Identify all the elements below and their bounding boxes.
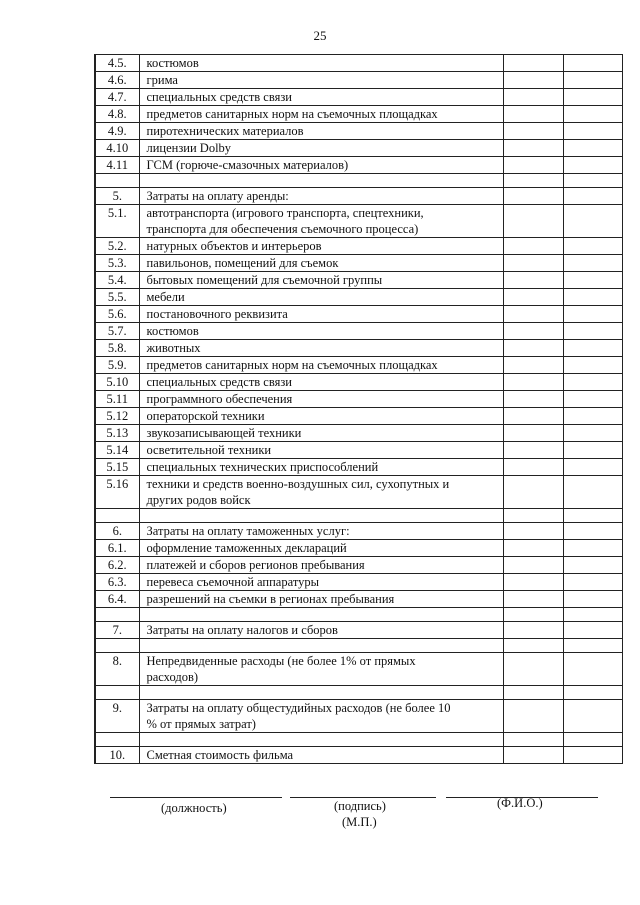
item-number-cell: 4.11	[95, 157, 139, 174]
amount-cell	[563, 639, 622, 653]
item-description-cell	[139, 442, 503, 459]
amount-cell	[563, 255, 622, 272]
item-number-cell: 5.6.	[95, 306, 139, 323]
item-description-cell	[139, 408, 503, 425]
amount-cell	[563, 391, 622, 408]
item-description-line: ГСМ (горюче-смазочных материалов)	[146, 158, 349, 172]
item-description-line: оформление таможенных деклараций	[146, 541, 347, 555]
amount-cell	[503, 72, 563, 89]
amount-cell	[563, 157, 622, 174]
item-description-cell	[139, 340, 503, 357]
item-description-line: пиротехнических материалов	[146, 124, 304, 138]
table-spacer-row	[95, 686, 622, 700]
item-description-line: % от прямых затрат)	[146, 717, 256, 731]
item-description-cell	[139, 509, 503, 523]
amount-cell	[563, 747, 622, 764]
table-spacer-row	[95, 608, 622, 622]
table-row	[95, 238, 622, 255]
item-number-cell: 6.4.	[95, 591, 139, 608]
item-description-line: натурных объектов и интерьеров	[146, 239, 322, 253]
budget-table	[94, 54, 623, 764]
item-description-line: специальных технических приспособлений	[146, 460, 379, 474]
item-description-line: специальных средств связи	[146, 90, 292, 104]
amount-cell	[563, 653, 622, 686]
item-description-cell	[139, 557, 503, 574]
item-description-cell	[139, 700, 503, 733]
item-description-cell	[139, 639, 503, 653]
item-description-line: предметов санитарных норм на съемочных площадках	[146, 107, 438, 121]
item-number-cell: 6.3.	[95, 574, 139, 591]
item-number-cell	[95, 509, 139, 523]
amount-cell	[563, 123, 622, 140]
item-description-cell	[139, 306, 503, 323]
item-number-cell: 8.	[95, 653, 139, 686]
table-row	[95, 442, 622, 459]
item-description-cell	[139, 188, 503, 205]
table-row	[95, 425, 622, 442]
signature-label: (подпись)	[334, 799, 386, 813]
item-number-cell: 6.1.	[95, 540, 139, 557]
amount-cell	[503, 686, 563, 700]
table-row	[95, 306, 622, 323]
item-number-cell: 6.2.	[95, 557, 139, 574]
item-number-cell: 5.13	[95, 425, 139, 442]
table-row	[95, 540, 622, 557]
item-description-line: платежей и сборов регионов пребывания	[146, 558, 365, 572]
item-description-line: павильонов, помещений для съемок	[146, 256, 339, 270]
item-number-cell: 5.14	[95, 442, 139, 459]
table-row	[95, 523, 622, 540]
item-description-cell	[139, 686, 503, 700]
amount-cell	[503, 425, 563, 442]
table-row	[95, 459, 622, 476]
amount-cell	[563, 289, 622, 306]
item-description-line: осветительной техники	[146, 443, 272, 457]
amount-cell	[563, 622, 622, 639]
amount-cell	[563, 140, 622, 157]
position-label: (должность)	[161, 801, 227, 815]
item-number-cell: 5.12	[95, 408, 139, 425]
item-description-cell	[139, 255, 503, 272]
amount-cell	[503, 188, 563, 205]
item-number-cell	[95, 733, 139, 747]
amount-cell	[503, 442, 563, 459]
table-row	[95, 574, 622, 591]
table-spacer-row	[95, 639, 622, 653]
item-description-line: лицензии Dolby	[146, 141, 232, 155]
amount-cell	[503, 747, 563, 764]
amount-cell	[503, 591, 563, 608]
amount-cell	[563, 557, 622, 574]
amount-cell	[503, 89, 563, 106]
amount-cell	[503, 700, 563, 733]
amount-cell	[503, 123, 563, 140]
table-row	[95, 476, 622, 509]
item-description-line: автотранспорта (игрового транспорта, спецтехники,	[146, 206, 424, 220]
amount-cell	[503, 391, 563, 408]
item-number-cell: 5.11	[95, 391, 139, 408]
item-description-line: операторской техники	[146, 409, 265, 423]
item-description-cell	[139, 608, 503, 622]
amount-cell	[563, 442, 622, 459]
amount-cell	[563, 323, 622, 340]
amount-cell	[503, 157, 563, 174]
amount-cell	[503, 306, 563, 323]
amount-cell	[503, 476, 563, 509]
item-description-cell	[139, 123, 503, 140]
table-row	[95, 272, 622, 289]
item-description-line: специальных средств связи	[146, 375, 292, 389]
table-row	[95, 89, 622, 106]
item-number-cell: 7.	[95, 622, 139, 639]
amount-cell	[563, 509, 622, 523]
item-description-line: Непредвиденные расходы (не более 1% от прямых	[146, 654, 416, 668]
table-row	[95, 289, 622, 306]
item-number-cell: 10.	[95, 747, 139, 764]
amount-cell	[503, 733, 563, 747]
amount-cell	[563, 72, 622, 89]
item-description-cell	[139, 374, 503, 391]
item-description-line: разрешений на съемки в регионах пребывания	[146, 592, 395, 606]
amount-cell	[563, 425, 622, 442]
table-row	[95, 323, 622, 340]
amount-cell	[503, 622, 563, 639]
amount-cell	[563, 476, 622, 509]
item-description-cell	[139, 157, 503, 174]
item-description-cell	[139, 174, 503, 188]
amount-cell	[503, 459, 563, 476]
table-row	[95, 557, 622, 574]
item-description-cell	[139, 391, 503, 408]
amount-cell	[563, 408, 622, 425]
item-number-cell	[95, 174, 139, 188]
item-description-cell	[139, 653, 503, 686]
amount-cell	[503, 255, 563, 272]
item-description-line: программного обеспечения	[146, 392, 293, 406]
item-number-cell: 5.4.	[95, 272, 139, 289]
table-row	[95, 357, 622, 374]
signature-line	[290, 797, 436, 798]
item-description-cell	[139, 238, 503, 255]
amount-cell	[503, 323, 563, 340]
item-number-cell: 5.5.	[95, 289, 139, 306]
amount-cell	[563, 574, 622, 591]
table-row	[95, 340, 622, 357]
table-row	[95, 622, 622, 639]
item-number-cell: 5.15	[95, 459, 139, 476]
amount-cell	[503, 523, 563, 540]
table-row	[95, 205, 622, 238]
amount-cell	[503, 340, 563, 357]
item-description-line: звукозаписывающей техники	[146, 426, 302, 440]
amount-cell	[563, 608, 622, 622]
position-signature-line	[110, 797, 282, 798]
item-description-cell	[139, 747, 503, 764]
amount-cell	[563, 306, 622, 323]
item-description-line: предметов санитарных норм на съемочных площадках	[146, 358, 438, 372]
table-row	[95, 591, 622, 608]
table-row	[95, 653, 622, 686]
table-row	[95, 140, 622, 157]
item-description-line: Сметная стоимость фильма	[146, 748, 294, 762]
item-number-cell: 4.5.	[95, 55, 139, 72]
amount-cell	[503, 608, 563, 622]
name-label: (Ф.И.О.)	[497, 796, 543, 810]
stamp-label: (М.П.)	[342, 815, 377, 829]
item-description-line: транспорта для обеспечения съемочного процесса)	[146, 222, 419, 236]
table-row	[95, 374, 622, 391]
item-number-cell: 5.7.	[95, 323, 139, 340]
item-description-line: техники и средств военно-воздушных сил, сухопутных и	[146, 477, 450, 491]
item-number-cell: 5.1.	[95, 205, 139, 238]
amount-cell	[563, 700, 622, 733]
amount-cell	[563, 55, 622, 72]
amount-cell	[503, 55, 563, 72]
item-description-line: перевеса съемочной аппаратуры	[146, 575, 320, 589]
table-row	[95, 123, 622, 140]
amount-cell	[563, 733, 622, 747]
amount-cell	[503, 374, 563, 391]
item-description-line: мебели	[146, 290, 185, 304]
item-number-cell: 4.10	[95, 140, 139, 157]
amount-cell	[563, 591, 622, 608]
item-description-line: Затраты на оплату таможенных услуг:	[146, 524, 350, 538]
table-row	[95, 188, 622, 205]
item-description-cell	[139, 357, 503, 374]
amount-cell	[503, 357, 563, 374]
amount-cell	[503, 289, 563, 306]
item-description-line: расходов)	[146, 670, 199, 684]
amount-cell	[503, 639, 563, 653]
item-description-cell	[139, 733, 503, 747]
amount-cell	[563, 523, 622, 540]
item-description-cell	[139, 459, 503, 476]
item-description-line: постановочного реквизита	[146, 307, 288, 321]
amount-cell	[503, 140, 563, 157]
item-number-cell: 4.6.	[95, 72, 139, 89]
amount-cell	[563, 272, 622, 289]
item-number-cell	[95, 686, 139, 700]
item-description-cell	[139, 476, 503, 509]
amount-cell	[563, 188, 622, 205]
amount-cell	[503, 557, 563, 574]
item-description-cell	[139, 272, 503, 289]
item-number-cell: 5.2.	[95, 238, 139, 255]
table-spacer-row	[95, 733, 622, 747]
amount-cell	[563, 540, 622, 557]
table-row	[95, 72, 622, 89]
item-description-line: Затраты на оплату налогов и сборов	[146, 623, 338, 637]
item-description-line: Затраты на оплату аренды:	[146, 189, 289, 203]
item-number-cell: 9.	[95, 700, 139, 733]
item-number-cell	[95, 639, 139, 653]
item-number-cell: 5.3.	[95, 255, 139, 272]
amount-cell	[503, 106, 563, 123]
table-row	[95, 157, 622, 174]
item-number-cell: 5.9.	[95, 357, 139, 374]
item-description-line: животных	[146, 341, 201, 355]
table-row	[95, 106, 622, 123]
item-number-cell: 5.10	[95, 374, 139, 391]
item-description-cell	[139, 140, 503, 157]
amount-cell	[563, 686, 622, 700]
item-description-cell	[139, 591, 503, 608]
amount-cell	[563, 357, 622, 374]
table-spacer-row	[95, 509, 622, 523]
amount-cell	[503, 238, 563, 255]
amount-cell	[503, 272, 563, 289]
page-number: 25	[313, 28, 327, 43]
amount-cell	[503, 540, 563, 557]
item-description-line: Затраты на оплату общестудийных расходов (не более 10	[146, 701, 451, 715]
item-number-cell	[95, 608, 139, 622]
amount-cell	[563, 459, 622, 476]
item-description-line: грима	[146, 73, 178, 87]
item-description-line: костюмов	[146, 56, 199, 70]
table-row	[95, 391, 622, 408]
amount-cell	[563, 340, 622, 357]
amount-cell	[503, 574, 563, 591]
amount-cell	[563, 205, 622, 238]
amount-cell	[503, 205, 563, 238]
amount-cell	[503, 509, 563, 523]
item-number-cell: 5.8.	[95, 340, 139, 357]
amount-cell	[563, 89, 622, 106]
amount-cell	[563, 374, 622, 391]
item-description-cell	[139, 72, 503, 89]
item-number-cell: 5.	[95, 188, 139, 205]
item-description-line: других родов войск	[146, 493, 251, 507]
item-description-cell	[139, 205, 503, 238]
item-description-cell	[139, 622, 503, 639]
item-description-cell	[139, 574, 503, 591]
item-description-line: бытовых помещений для съемочной группы	[146, 273, 383, 287]
table-row	[95, 408, 622, 425]
item-description-cell	[139, 523, 503, 540]
item-description-cell	[139, 425, 503, 442]
amount-cell	[503, 174, 563, 188]
amount-cell	[503, 408, 563, 425]
item-number-cell: 4.9.	[95, 123, 139, 140]
item-description-cell	[139, 89, 503, 106]
item-description-cell	[139, 106, 503, 123]
amount-cell	[563, 106, 622, 123]
item-number-cell: 5.16	[95, 476, 139, 509]
amount-cell	[563, 238, 622, 255]
table-row	[95, 700, 622, 733]
item-number-cell: 6.	[95, 523, 139, 540]
table-row	[95, 55, 622, 72]
table-spacer-row	[95, 174, 622, 188]
table-row	[95, 255, 622, 272]
item-description-cell	[139, 55, 503, 72]
item-number-cell: 4.8.	[95, 106, 139, 123]
item-description-cell	[139, 289, 503, 306]
item-description-cell	[139, 540, 503, 557]
amount-cell	[503, 653, 563, 686]
item-description-cell	[139, 323, 503, 340]
amount-cell	[563, 174, 622, 188]
item-number-cell: 4.7.	[95, 89, 139, 106]
item-description-line: костюмов	[146, 324, 199, 338]
table-row	[95, 747, 622, 764]
